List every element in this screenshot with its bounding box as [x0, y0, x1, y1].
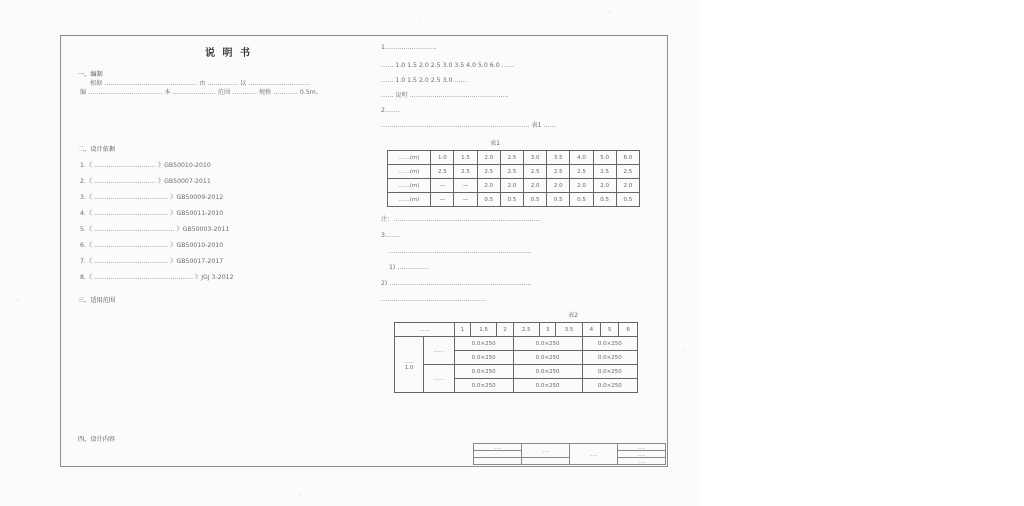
section-heading-4: 四、设计内容 — [78, 436, 116, 443]
left-line-6: 4.《 ……………………………… 》GB50011-2010 — [80, 210, 224, 217]
right-note: 注：……………………………………………………………… — [381, 216, 542, 223]
table-row: ……(m) — — 0.5 0.5 0.5 0.5 0.5 0.5 0.5 — [388, 193, 640, 207]
right-line-4: …… 说明 ………………………………………… — [381, 92, 509, 99]
table-row: ……(m) 1.0 1.5 2.0 2.5 3.0 3.5 4.0 5.0 6.0 — [388, 151, 640, 165]
right-line-11: 1) …………… — [389, 264, 429, 271]
right-line-1: 1.…………………… — [381, 44, 437, 51]
table-row: …… 1.0 …… 0.0×250 0.0×250 0.0×250 — [395, 337, 638, 351]
right-line-13: …………………………………………… — [381, 296, 487, 303]
left-line-10: 8.《 ………………………………………… 》JGJ 3-2012 — [80, 274, 234, 281]
left-line-3: 1.《 ………………………… 》GB50010-2010 — [80, 162, 211, 169]
left-line-7: 5.《 ………………………………… 》GB50003-2011 — [80, 226, 230, 233]
table-row: ……(m) — — 2.0 2.0 2.0 2.0 2.0 2.0 2.0 — [388, 179, 640, 193]
table-row: ……(m) 2.5 2.5 2.5 2.5 2.5 2.5 2.5 2.5 2.5 — [388, 165, 640, 179]
left-line-2: 编 ……………………………… 本 ………………… 范围 ………… 规格 ………… 0.5m。 — [80, 89, 322, 96]
table-row: 0.0×250 0.0×250 0.0×250 — [395, 379, 638, 393]
left-line-4: 2.《 ………………………… 》GB50007-2011 — [80, 178, 211, 185]
table-row: …… 1 1.5 2 2.5 3 3.5 4 5 6 — [395, 323, 638, 337]
table1-caption: 表1 — [490, 140, 501, 147]
table-row: …… 0.0×250 0.0×250 0.0×250 — [395, 365, 638, 379]
table-row: 0.0×250 0.0×250 0.0×250 — [395, 351, 638, 365]
left-line-1: 根据 ……………………………………… 由 …………… 以 ………………………… — [90, 80, 311, 87]
right-line-2: …… 1.0 1.5 2.0 2.5 3.0 3.5 4.0 5.0 6.0 …… — [381, 62, 514, 69]
left-line-9: 7.《 ……………………………… 》GB50017-2017 — [80, 258, 224, 265]
table2-caption: 表2 — [568, 312, 579, 319]
title-block: …… …… …… …… …… …… — [473, 443, 666, 465]
page-title: 说 明 书 — [205, 48, 252, 59]
section-heading-3: 三、适用范围 — [78, 297, 116, 304]
section-heading-1: 一、编制 — [78, 71, 103, 78]
right-line-5: 2.…… — [381, 107, 400, 114]
drawing-frame — [60, 35, 668, 467]
table-2 — [394, 322, 638, 393]
right-line-12: 2) …………………………………………………………… — [381, 280, 532, 287]
table-1 — [387, 150, 640, 207]
right-line-3: …… 1.0 1.5 2.0 2.5 3.0 …… — [381, 77, 467, 84]
left-line-8: 6.《 ……………………………… 》GB50010-2010 — [80, 242, 224, 249]
right-line-9: 3.…… — [381, 232, 400, 239]
right-line-6: ……………………………………………………………… 表1 …… — [381, 122, 556, 129]
left-line-5: 3.《 ……………………………… 》GB50009-2012 — [80, 194, 224, 201]
section-heading-2: 二、设计依据 — [78, 146, 116, 153]
right-line-10: …………………………………………………………… — [389, 248, 532, 255]
